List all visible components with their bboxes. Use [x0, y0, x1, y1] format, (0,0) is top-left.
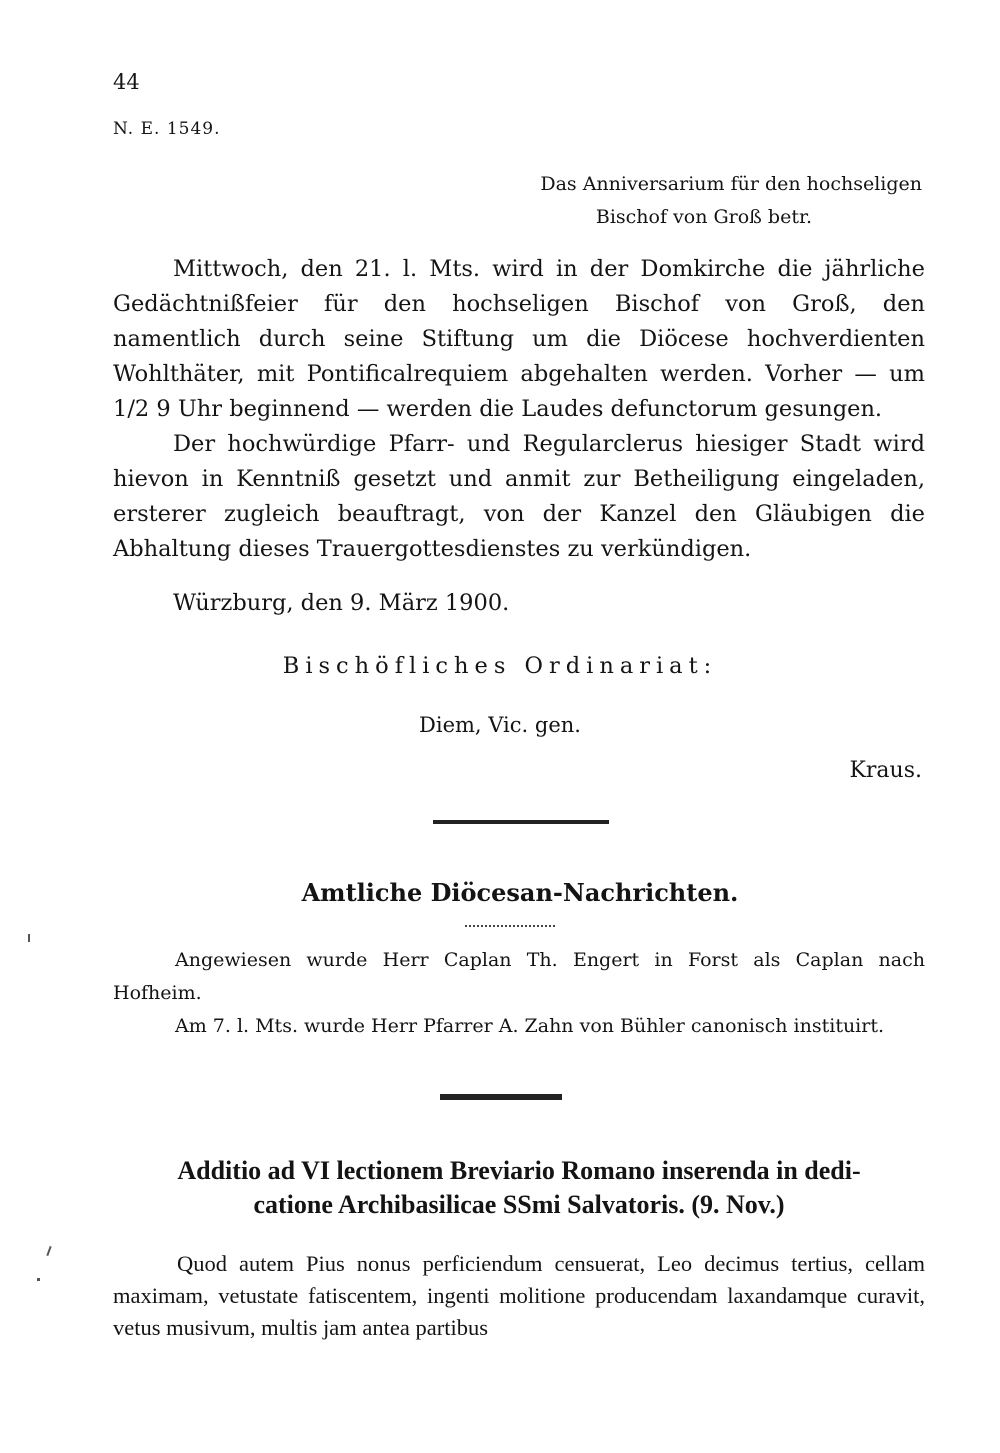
notice-body: [113, 252, 925, 567]
latin-paragraph: Quod autem Pius nonus perficiendum censuerat, Leo decimus tertius, cellam maximam, vetustate fatiscentem, ingenti molitione producendam laxandamque curavit, vetus musivum, multis jam antea partibus: [113, 1251, 925, 1340]
ordinariat-signature: Bischöfliches Ordinariat:: [282, 653, 718, 679]
subject-line-1: Das Anniversarium für den hochseligen: [540, 173, 922, 195]
page-number: 44: [113, 70, 140, 94]
latin-body: [113, 1248, 925, 1344]
margin-mark-1: [28, 934, 30, 942]
heading-ornament: [465, 925, 555, 927]
news-note-2: Am 7. l. Mts. wurde Herr Pfarrer A. Zahn von Bühler canonisch instituirt.: [175, 1015, 885, 1037]
section-heading-latin: [113, 1154, 925, 1222]
latin-heading-line-1: Additio ad VI lectionem Breviario Romano inserenda in dedi-: [177, 1156, 861, 1185]
section-divider-1: [433, 820, 609, 824]
subject-line-2: Bischof von Groß betr.: [595, 206, 812, 228]
latin-heading-line-2: catione Archibasilicae SSmi Salvatoris. (9. Nov.): [253, 1190, 785, 1219]
signatory-diem: Diem, Vic. gen.: [419, 713, 581, 737]
signatory-kraus: Kraus.: [849, 758, 922, 783]
margin-mark-3: [37, 1278, 40, 1281]
notice-paragraph-2: Der hochwürdige Pfarr- und Regularclerus hiesiger Stadt wird hievon in Kenntniß gesetzt und anmit zur Betheiligung eingeladen, ersterer zugleich beauftragt, von der Kanzel den Gläubigen die Abhaltung dieses Trauergottesdienstes zu verkündigen.: [113, 431, 925, 562]
section-heading-news: Amtliche Diöcesan-Nachrichten.: [301, 878, 739, 907]
reference-number: N. E. 1549.: [113, 119, 221, 139]
margin-mark-2: [46, 1246, 51, 1256]
dateline: Würzburg, den 9. März 1900.: [173, 590, 510, 616]
section-divider-2: [440, 1094, 562, 1100]
news-note-1: Angewiesen wurde Herr Caplan Th. Engert in Forst als Caplan nach Hofheim.: [113, 949, 925, 1004]
notice-paragraph-1: Mittwoch, den 21. l. Mts. wird in der Domkirche die jährliche Gedächtnißfeier für den hochseligen Bischof von Groß, den namentlich durch seine Stiftung um die Diöcese hochverdienten Wohlthäter, mit Pontificalrequiem abgehalten werden. Vorher — um 1/2 9 Uhr beginnend — werden die Laudes defunctorum gesungen.: [113, 256, 925, 422]
news-notes: [113, 944, 925, 1043]
notice-subject: [482, 168, 922, 234]
